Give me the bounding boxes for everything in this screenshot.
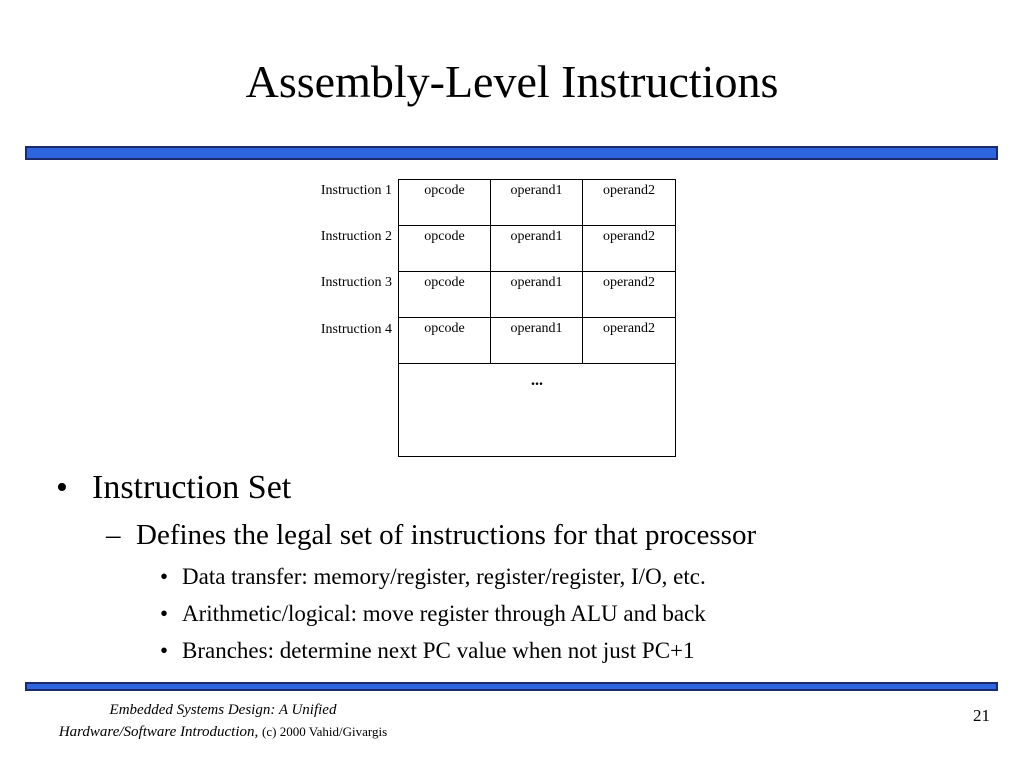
instruction-memory-diagram	[398, 179, 676, 457]
operand2-cell: operand2	[602, 229, 656, 244]
instruction-row	[399, 180, 675, 226]
bullet-level1	[56, 468, 291, 508]
opcode-cell: opcode	[399, 272, 491, 317]
operand1-cell: operand1	[491, 318, 583, 363]
operand1-cell: operand1	[491, 272, 583, 317]
instruction-row	[399, 318, 675, 364]
bullet-level3	[160, 637, 695, 665]
bullet-level3	[160, 563, 706, 591]
bullet-text: Data transfer: memory/register, register/register, I/O, etc.	[182, 564, 706, 589]
operand1-cell: operand1	[491, 180, 583, 225]
bullet-level3	[160, 600, 706, 628]
operand2-cell: operand2	[602, 183, 656, 198]
top-divider	[25, 146, 998, 160]
operand1-cell: operand1	[491, 226, 583, 271]
instruction-label-3: Instruction 3	[320, 275, 392, 290]
instruction-label-4: Instruction 4	[320, 322, 392, 337]
instruction-row	[399, 226, 675, 272]
bullet-text: Defines the legal set of instructions for that processor	[136, 519, 757, 551]
opcode-cell: opcode	[399, 226, 491, 271]
instruction-row	[399, 272, 675, 318]
page-number: 21	[973, 706, 990, 725]
instruction-label-2: Instruction 2	[320, 229, 392, 244]
bullet-text: Branches: determine next PC value when not just PC+1	[182, 638, 695, 663]
operand2-cell: operand2	[602, 321, 656, 336]
operand2-cell: operand2	[602, 275, 656, 290]
instruction-label-1: Instruction 1	[320, 183, 392, 198]
bottom-divider	[25, 682, 998, 691]
bullet-text: Instruction Set	[92, 469, 292, 506]
footer-line2: Hardware/Software Introduction,	[58, 724, 259, 740]
ellipsis: ...	[531, 372, 543, 389]
dash-marker: –	[106, 519, 121, 551]
footer-line1: Embedded Systems Design: A Unified	[109, 702, 337, 718]
footer-citation	[0, 700, 446, 743]
bullet-level2	[106, 518, 756, 552]
bullet-text: Arithmetic/logical: move register through ALU and back	[182, 601, 706, 626]
bullet-marker: •	[160, 601, 169, 626]
bullet-marker: •	[160, 564, 169, 589]
opcode-cell: opcode	[399, 180, 491, 225]
slide-title: Assembly-Level Instructions	[245, 56, 779, 107]
footer-copyright: (c) 2000 Vahid/Givargis	[262, 724, 388, 739]
opcode-cell: opcode	[399, 318, 491, 363]
bullet-marker: •	[56, 469, 68, 506]
bullet-marker: •	[160, 638, 169, 663]
